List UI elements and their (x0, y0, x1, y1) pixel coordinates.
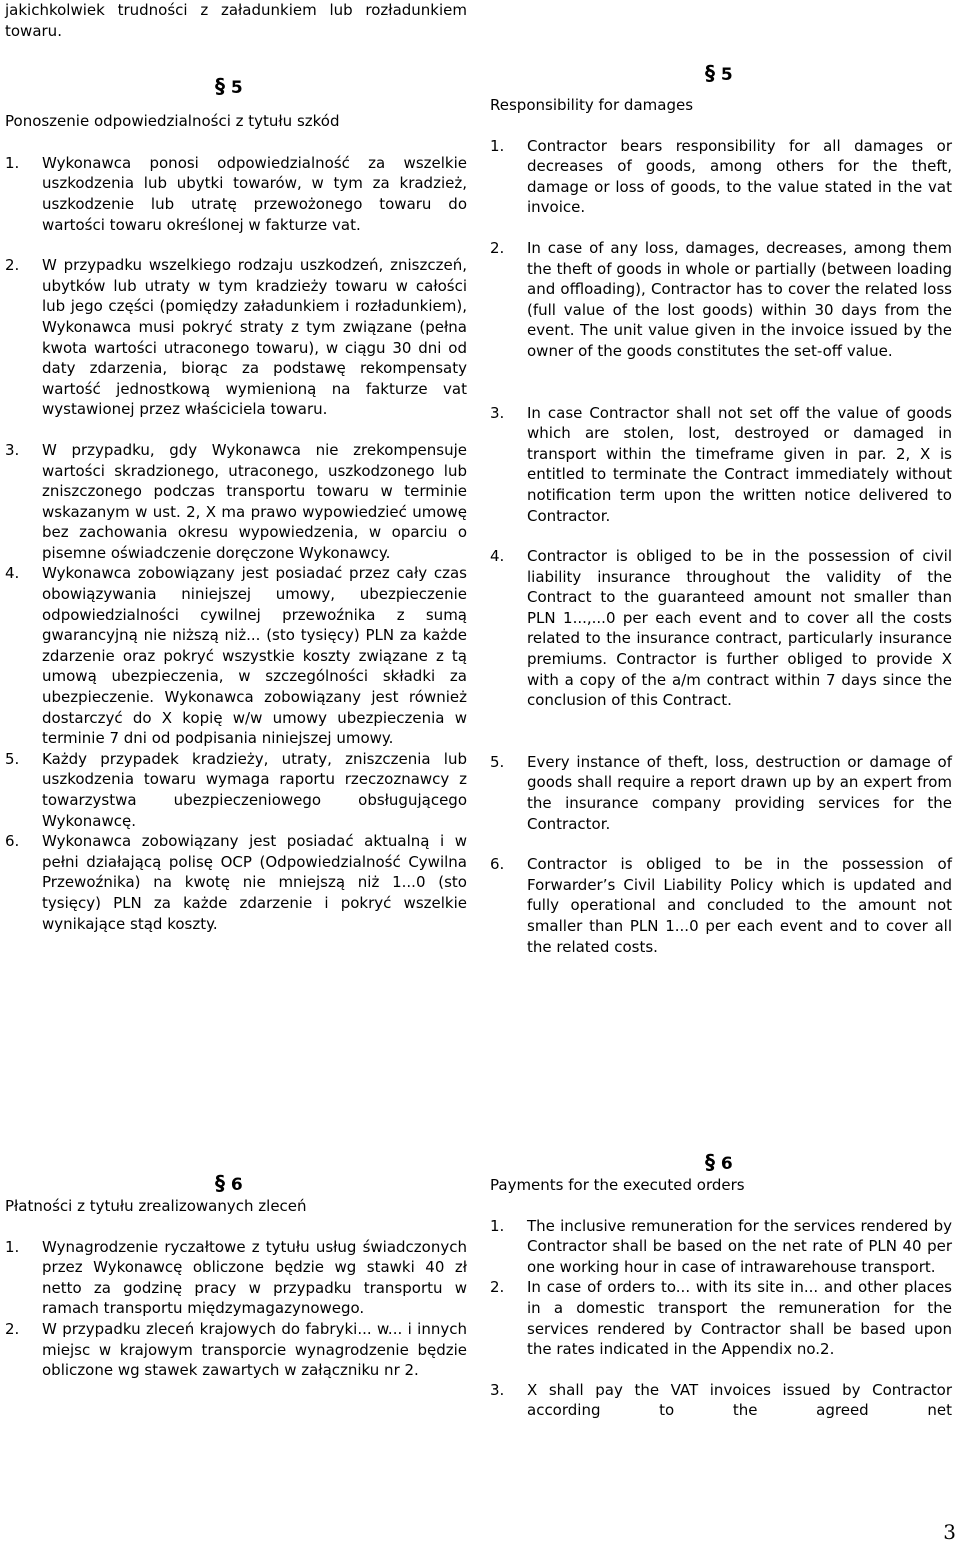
clause-number: 1. (5, 1237, 20, 1256)
clause-item (5, 440, 467, 564)
intro-text: jakichkolwiek trudności z załadunkiem lub rozładunkiem towaru. (5, 1, 467, 40)
clause-text: Wynagrodzenie ryczałtowe z tytułu usług świadczonych przez Wykonawcę obliczone będzie wg stawki 40 zł netto za godzinę pracy w przypadku transportu w ramach transportu międzymagazynowego. (42, 1237, 467, 1318)
clause-number: 5. (490, 752, 505, 771)
clause-text: Wykonawca zobowiązany jest posiadać przez cały czas obowiązywania niniejszej umowy, ubezpieczenie odpowiedzialności cywilnej przewoźnika z sumą gwarancyjną nie niższą niż... (sto tysięcy) PLN za każde zdarzenie oraz pokryć wszystkie koszty związane z tą umową ubezpieczenia, w szczególności składki za ubezpieczenie. Wykonawca zobowiązany jest również dostarczyć do X kopię w/w umowy ubezpieczenia w terminie 7 dni od podpisania niniejszej umowy. (42, 564, 467, 748)
clause-number: 6. (490, 855, 505, 874)
clause-text: Każdy przypadek kradzieży, utraty, zniszczenia lub uszkodzenia towaru wymaga raportu rzeczoznawcy z towarzystwa ubezpieczeniowego obsługującego Wykonawcę. (42, 749, 467, 830)
clause-number: 4. (5, 564, 20, 583)
clause-number: 3. (490, 403, 505, 422)
section-symbol: § (705, 61, 715, 85)
section-title: Responsibility for damages (490, 96, 694, 114)
clause-text: Contractor bears responsibility for all damages or decreases of goods, among others for the theft, damage or loss of goods, to the value stated in the vat invoice. (527, 136, 952, 217)
clause-number: 3. (490, 1380, 505, 1399)
section-title: Payments for the executed orders (490, 1176, 745, 1194)
section-heading (490, 62, 952, 86)
clause-item (5, 153, 467, 235)
right-column-section-6-en (490, 1151, 952, 1421)
clause-text: W przypadku, gdy Wykonawca nie zrekompensuje wartości skradzionego, utraconego, uszkodzonego lub zniszczonego podczas transportu towaru w terminie wskazanym w ust. 2, X ma prawo wypowiedzieć umowę bez zachowania okresu wypowiedzenia, w oparciu o pisemne oświadczenie doręczone Wykonawcy. (42, 440, 467, 562)
clause-list (5, 153, 467, 934)
section-symbol: § (215, 74, 225, 99)
clause-number: 1. (5, 153, 20, 172)
clause-number: 4. (490, 547, 505, 566)
clause-text: In case Contractor shall not set off the value of goods which are stolen, lost, destroyed or damaged in transport within the timeframe given in par. 2, X is entitled to terminate the Contract immediately without notification term upon the written notice delivered to Contractor. (527, 403, 952, 525)
clause-text: Contractor is obliged to be in the possession of Forwarder’s Civil Liability Policy which is updated and fully operational and concluded to the amount not smaller than PLN 1...0 per each event and to cover all the related costs. (527, 855, 952, 956)
clause-number: 2. (5, 1319, 20, 1338)
clause-item (490, 136, 952, 218)
left-column-section-5-pl (5, 0, 467, 934)
clause-text: W przypadku wszelkiego rodzaju uszkodzeń, zniszczeń, ubytków lub utraty w tym kradzieży towaru w całości lub jego części (pomiędzy załadunkiem i rozładunkiem), Wykonawca musi pokryć straty z tym związane (pełna kwota wartości utraconego towaru), w ciągu 30 dni od daty zdarzenia, biorąc za podstawę rekompensaty wartość jednostkową wymienioną na fakturze vat wystawionej przez właściciela towaru. (42, 256, 467, 419)
clause-list (490, 136, 952, 958)
clause-number: 1. (490, 1216, 505, 1235)
clause-text: Every instance of theft, loss, destruction or damage of goods shall require a report drawn up by an expert from the insurance company providing services for the Contractor. (527, 752, 952, 833)
clause-item (5, 749, 467, 831)
clause-number: 3. (5, 440, 20, 459)
clause-item (490, 1216, 952, 1278)
clause-list (5, 1237, 467, 1381)
page-number: 3 (943, 1520, 956, 1544)
clause-text: The inclusive remuneration for the services rendered by Contractor shall be based on the net rate of PLN 40 per one working hour in case of intrawarehouse transport. (527, 1216, 952, 1276)
clause-number: 1. (490, 136, 505, 155)
clause-item (5, 255, 467, 420)
clause-item (490, 854, 952, 957)
section-title: Ponoszenie odpowiedzialności z tytułu szkód (5, 112, 340, 131)
left-column-section-6-pl (5, 1172, 467, 1381)
section-heading (5, 75, 467, 99)
section-symbol: § (215, 1171, 225, 1195)
clause-item (5, 1319, 467, 1381)
clause-item (490, 546, 952, 711)
section-number: 6 (230, 1175, 243, 1195)
clause-item (5, 831, 467, 934)
clause-item (490, 752, 952, 834)
section-number: 5 (720, 65, 733, 85)
clause-text: In case of orders to... with its site in... and other places in a domestic transport the remuneration for the services rendered by Contractor shall be based upon the rates indicated in the Appendix no.2. (527, 1278, 952, 1359)
section-number: 5 (230, 78, 243, 99)
section-heading (5, 1172, 467, 1196)
clause-number: 6. (5, 832, 20, 851)
clause-item (490, 238, 952, 362)
clause-text: W przypadku zleceń krajowych do fabryki... w... i innych miejsc w krajowym transporcie wynagrodzenie będzie obliczone wg stawek zawartych w załączniku nr 2. (42, 1319, 467, 1380)
clause-item (5, 1237, 467, 1319)
section-number: 6 (720, 1154, 733, 1174)
clause-number: 2. (490, 1278, 505, 1297)
clause-text: Wykonawca zobowiązany jest posiadać aktualną i w pełni działającą polisę OCP (Odpowiedzialność Cywilna Przewoźnika) na kwotę nie mniejszą niż 1...0 (sto tysięcy) PLN za każde zdarzenie i pokryć wszelkie wynikające stąd koszty. (42, 832, 467, 933)
clause-text: In case of any loss, damages, decreases, among them the theft of goods in whole or partially (between loading and offloading), Contractor has to cover the related loss (full value of the lost goods) within 30 days from the event. The unit value given in the invoice issued by the owner of the goods constitutes the set-off value. (527, 238, 952, 360)
clause-item (490, 403, 952, 527)
clause-number: 2. (490, 238, 505, 257)
clause-item (5, 563, 467, 748)
section-title: Płatności z tytułu zrealizowanych zleceń (5, 1197, 307, 1215)
clause-list (490, 1216, 952, 1421)
clause-text: Contractor is obliged to be in the possession of civil liability insurance throughout the validity of the Contract to the guaranteed amount not smaller than PLN 1...,...0 per each event and to cover all the costs related to the insurance contract, particularly insurance premiums. Contractor is further obliged to provide X with a copy of the a/m contract within 7 days since the conclusion of this Contract. (527, 547, 952, 710)
section-heading (490, 1151, 952, 1175)
clause-item (490, 1277, 952, 1359)
right-column-section-5-en (490, 62, 952, 957)
clause-text: X shall pay the VAT invoices issued by Contractor according to the agreed net (527, 1380, 952, 1420)
clause-text: Wykonawca ponosi odpowiedzialność za wszelkie uszkodzenia lub ubytki towarów, w tym za kradzież, uszkodzenie lub utratę przewożonego towaru do wartości towaru określonej w fakturze vat. (42, 153, 467, 234)
clause-item (490, 1380, 952, 1421)
section-symbol: § (705, 1150, 715, 1174)
clause-number: 5. (5, 749, 20, 768)
clause-number: 2. (5, 256, 20, 275)
